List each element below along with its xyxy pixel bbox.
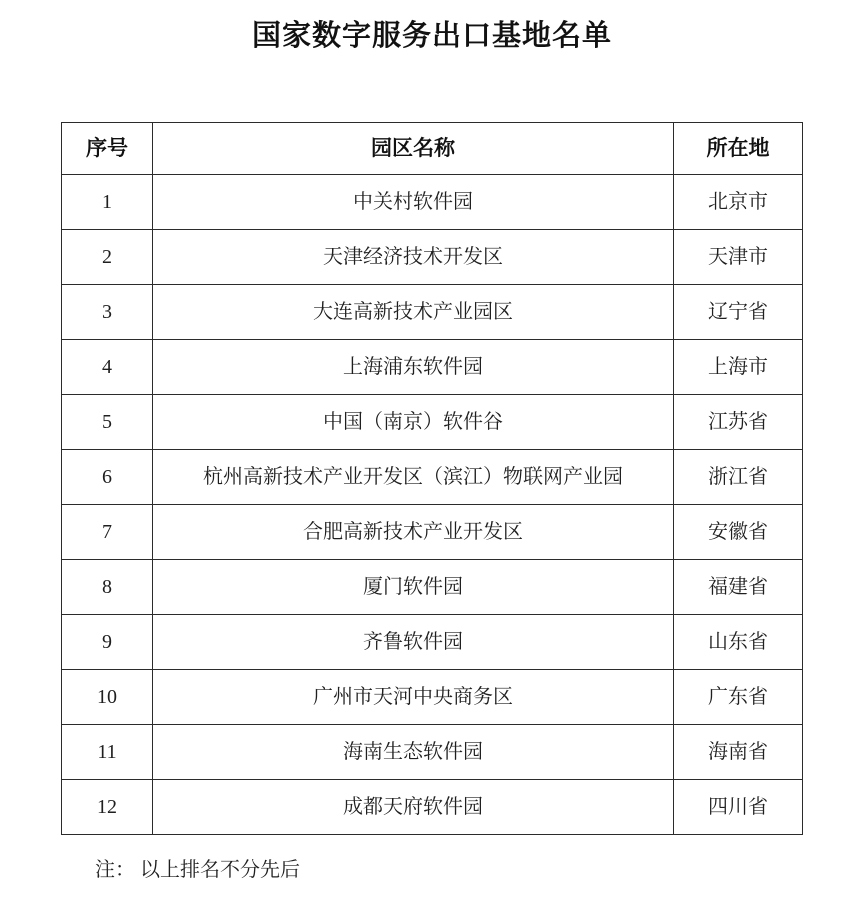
location-cell: 广东省 [674,670,803,725]
serial-number-cell: 11 [62,725,153,780]
table-row [62,230,803,285]
header-location: 所在地 [674,123,803,175]
table-row [62,450,803,505]
park-name-cell: 齐鲁软件园 [153,615,674,670]
park-name-cell: 天津经济技术开发区 [153,230,674,285]
table-row [62,340,803,395]
park-name-cell: 厦门软件园 [153,560,674,615]
park-name-cell: 中关村软件园 [153,175,674,230]
footnote: 注： 以上排名不分先后 [95,859,300,881]
table-row [62,285,803,340]
park-name-cell: 合肥高新技术产业开发区 [153,505,674,560]
table-row [62,615,803,670]
serial-number-cell: 2 [62,230,153,285]
serial-number-cell: 6 [62,450,153,505]
header-serial-number: 序号 [62,123,153,175]
table-row [62,725,803,780]
table-row [62,505,803,560]
location-cell: 天津市 [674,230,803,285]
park-name-cell: 上海浦东软件园 [153,340,674,395]
park-name-cell: 中国（南京）软件谷 [153,395,674,450]
park-name-cell: 杭州高新技术产业开发区（滨江）物联网产业园 [153,450,674,505]
location-cell: 辽宁省 [674,285,803,340]
location-cell: 安徽省 [674,505,803,560]
table-row [62,780,803,835]
table-header-row [62,123,803,175]
serial-number-cell: 7 [62,505,153,560]
location-cell: 江苏省 [674,395,803,450]
park-name-cell: 大连高新技术产业园区 [153,285,674,340]
serial-number-cell: 3 [62,285,153,340]
serial-number-cell: 8 [62,560,153,615]
location-cell: 山东省 [674,615,803,670]
location-cell: 福建省 [674,560,803,615]
location-cell: 上海市 [674,340,803,395]
serial-number-cell: 5 [62,395,153,450]
serial-number-cell: 1 [62,175,153,230]
location-cell: 四川省 [674,780,803,835]
park-name-cell: 成都天府软件园 [153,780,674,835]
park-name-cell: 广州市天河中央商务区 [153,670,674,725]
serial-number-cell: 12 [62,780,153,835]
table-row [62,395,803,450]
table-row [62,175,803,230]
location-cell: 海南省 [674,725,803,780]
location-cell: 浙江省 [674,450,803,505]
table-row [62,670,803,725]
table-row [62,560,803,615]
page-title: 国家数字服务出口基地名单 [251,20,612,52]
header-park-name: 园区名称 [153,123,674,175]
base-list-table [61,122,803,835]
serial-number-cell: 9 [62,615,153,670]
location-cell: 北京市 [674,175,803,230]
serial-number-cell: 4 [62,340,153,395]
serial-number-cell: 10 [62,670,153,725]
table-body [62,175,803,835]
park-name-cell: 海南生态软件园 [153,725,674,780]
